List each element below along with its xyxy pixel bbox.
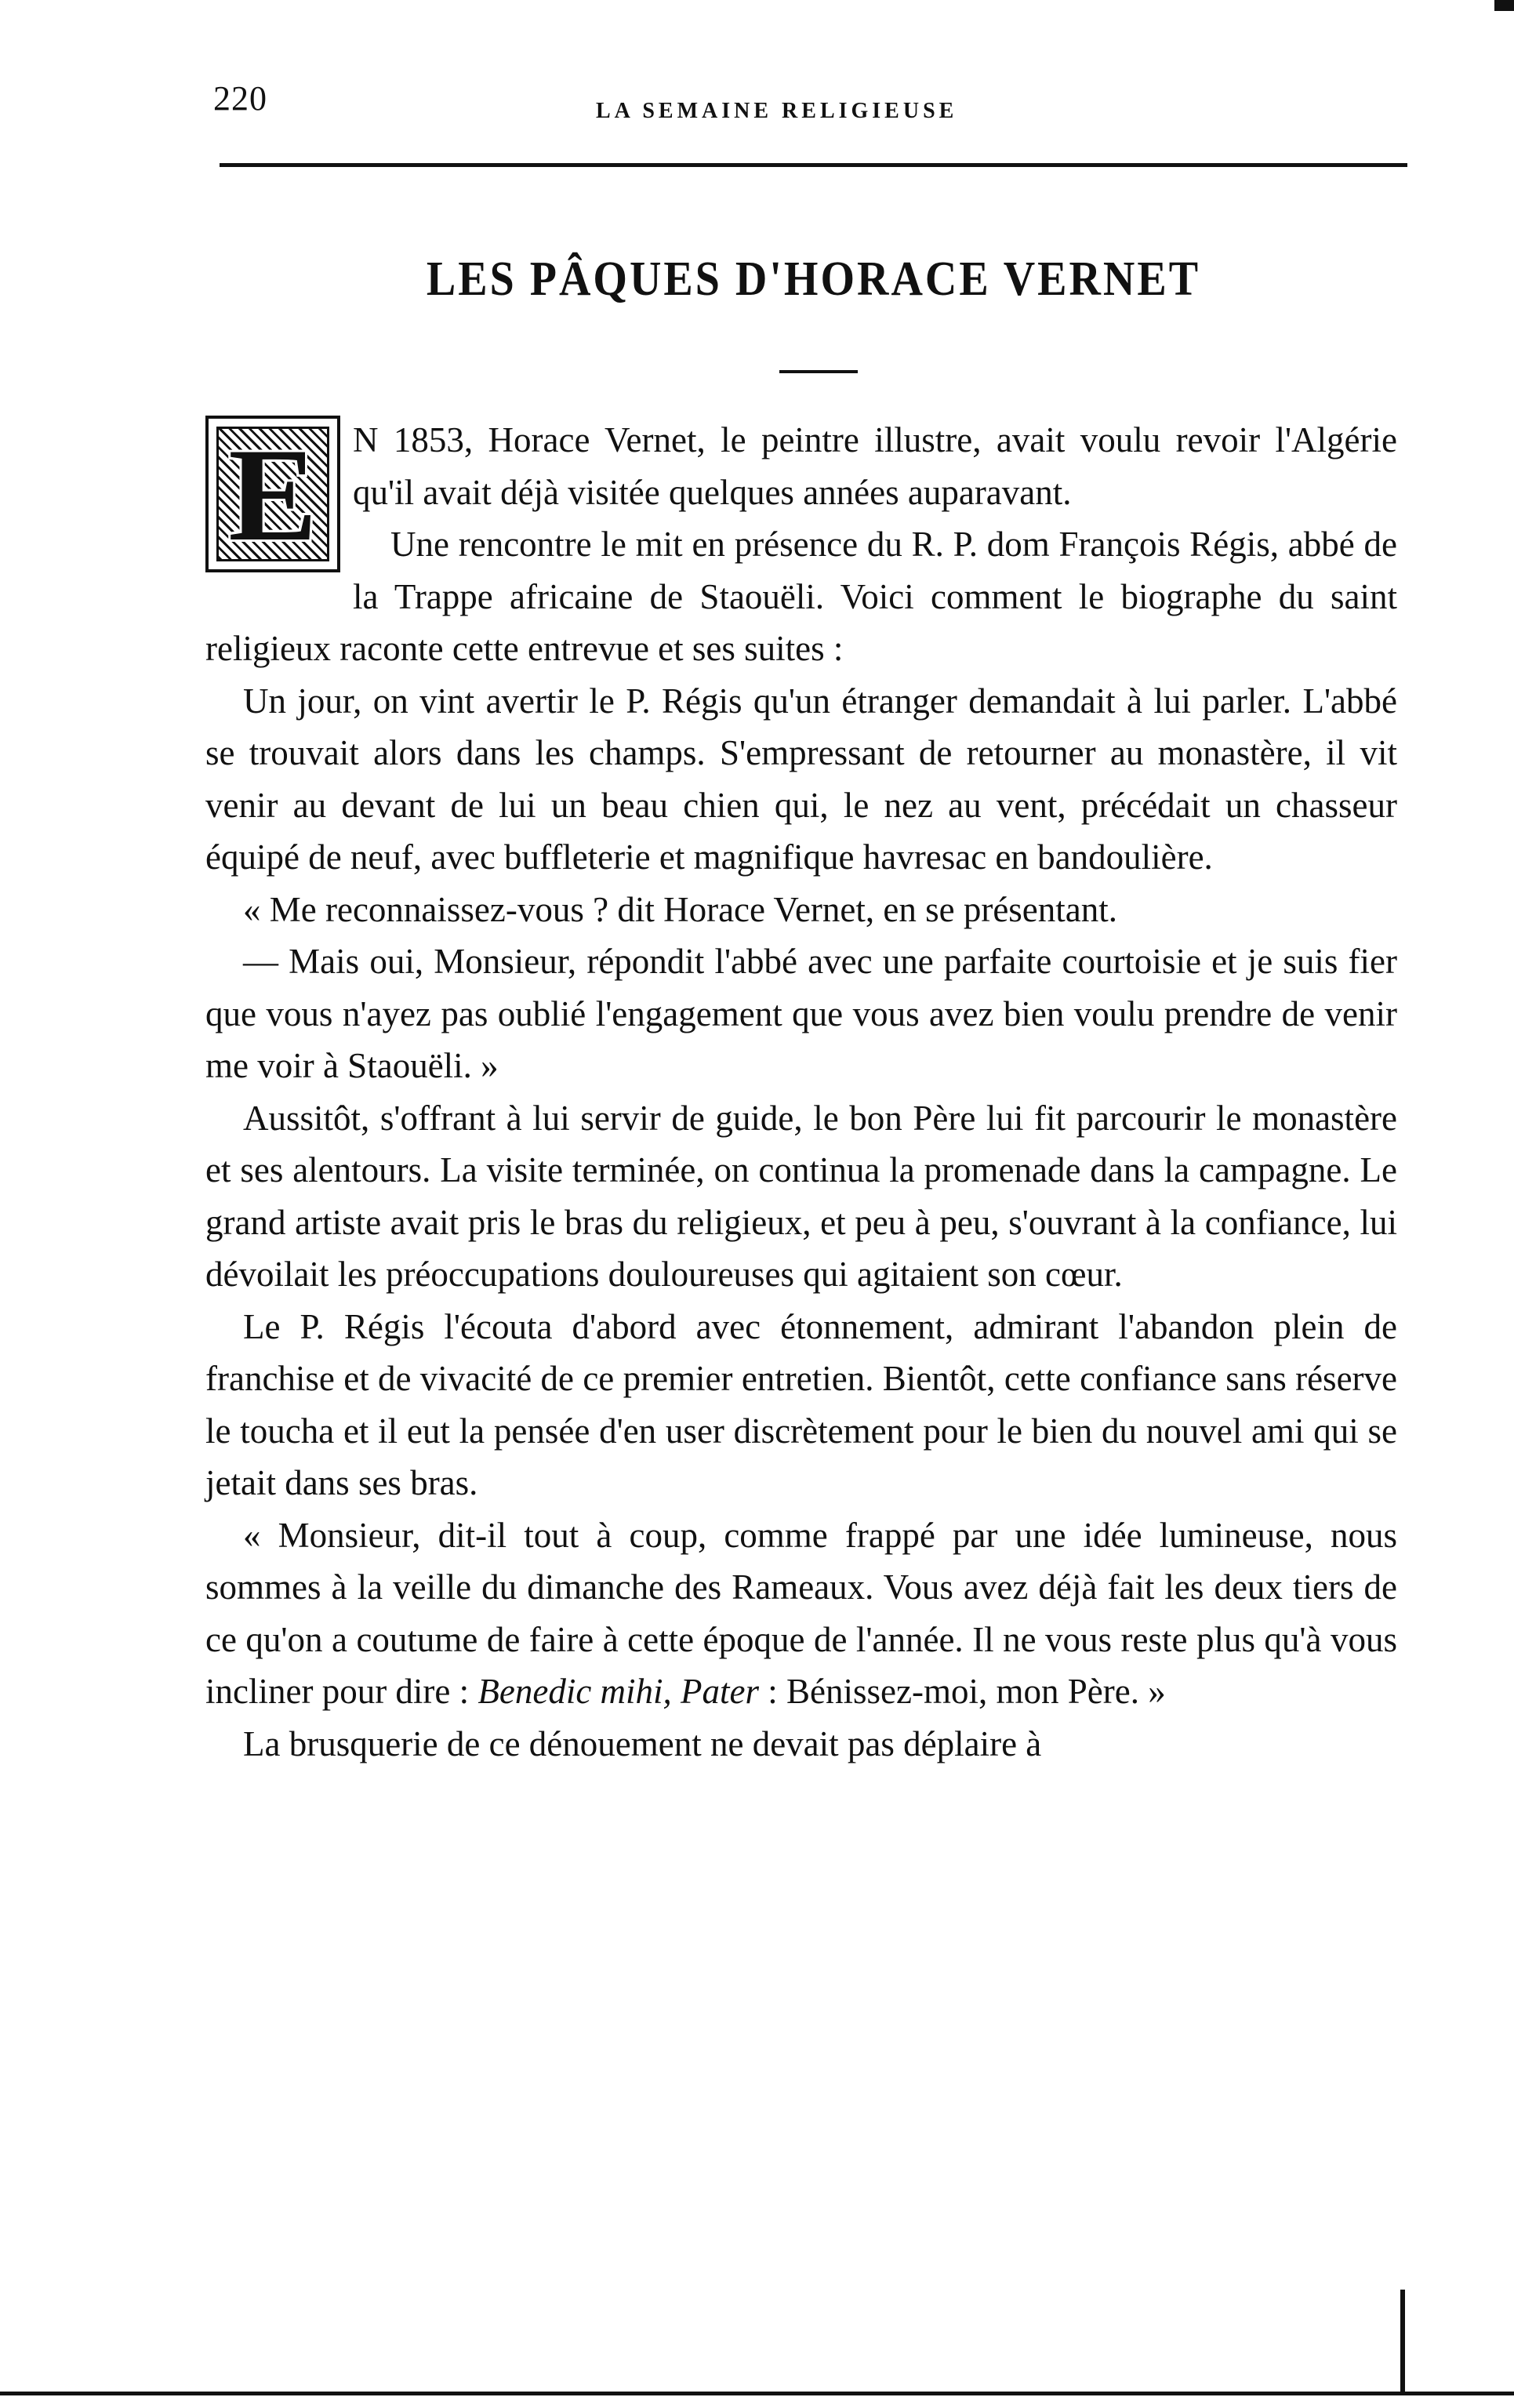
paragraph-7: Le P. Régis l'écouta d'abord avec étonnement, admirant l'abandon plein de franchise et de vivacité de ce premier entretien. Bientôt, cette confiance sans réserve le toucha et il eut la pensée d'en user discrètement pour le bien du nouvel ami qui se jetait dans ses bras. <box>205 1306 1397 1502</box>
running-title: LA SEMAINE RELIGIEUSE <box>596 99 958 123</box>
drop-cap-ornament <box>205 416 340 572</box>
paragraph-8-text: « Monsieur, dit-il tout à coup, comme frappé par une idée lumineuse, nous sommes à la veille du dimanche des Rameaux. Vous avez déjà fait les deux tiers de ce qu'on a coutume de faire à cette époque de l'année. Il ne vous reste plus qu'à vous incliner pour dire : <box>205 1515 1397 1711</box>
paragraph-8 <box>205 1509 1397 1718</box>
page-number: 220 <box>213 79 267 118</box>
drop-cap-letter: E <box>228 421 318 568</box>
latin-translation: : Bénissez-moi, mon Père. » <box>768 1672 1166 1711</box>
title-separator <box>779 370 858 373</box>
article-title: LES PÂQUES D'HORACE VERNET <box>426 252 1201 307</box>
page-bottom-edge <box>0 2392 1514 2395</box>
paragraph-3: Un jour, on vint avertir le P. Régis qu'un étranger demandait à lui parler. L'abbé se trouvait alors dans les champs. S'empressant de retourner au monastère, il vit venir au devant de lui un beau chien qui, le nez au vent, précédait un chasseur équipé de neuf, avec buffleterie et magnifique havresac en bandoulière. <box>205 681 1397 877</box>
paragraph-2: Une rencontre le mit en présence du R. P. dom François Régis, abbé de la Trappe africaine de Staouëli. Voici comment le biographe du saint religieux raconte cette entrevue et ses suites : <box>205 525 1397 668</box>
article-body <box>205 414 1397 1770</box>
paragraph-9: La brusquerie de ce dénouement ne devait pas déplaire à <box>243 1723 1042 1763</box>
paragraph-4: « Me reconnaissez-vous ? dit Horace Vernet, en se présentant. <box>243 889 1118 929</box>
paragraph-1: N 1853, Horace Vernet, le peintre illustre, avait voulu revoir l'Algérie qu'il avait déjà visitée quelques années auparavant. <box>353 420 1397 512</box>
header-rule <box>220 163 1407 167</box>
scan-corner-mark <box>1494 0 1514 11</box>
latin-phrase: Benedic mihi, Pater <box>477 1672 760 1711</box>
paragraph-6: Aussitôt, s'offrant à lui servir de guide, le bon Père lui fit parcourir le monastère et ses alentours. La visite terminée, on continua la promenade dans la campagne. Le grand artiste avait pris le bras du religieux, et peu à peu, s'ouvrant à la confiance, lui dévoilait les préoccupations douloureuses qui agitaient son cœur. <box>205 1098 1397 1294</box>
binding-edge <box>1400 2290 1405 2392</box>
paragraph-5: — Mais oui, Monsieur, répondit l'abbé avec une parfaite courtoisie et je suis fier que vous n'ayez pas oublié l'engagement que vous avez bien voulu prendre de venir me voir à Staouëli. » <box>205 942 1397 1085</box>
